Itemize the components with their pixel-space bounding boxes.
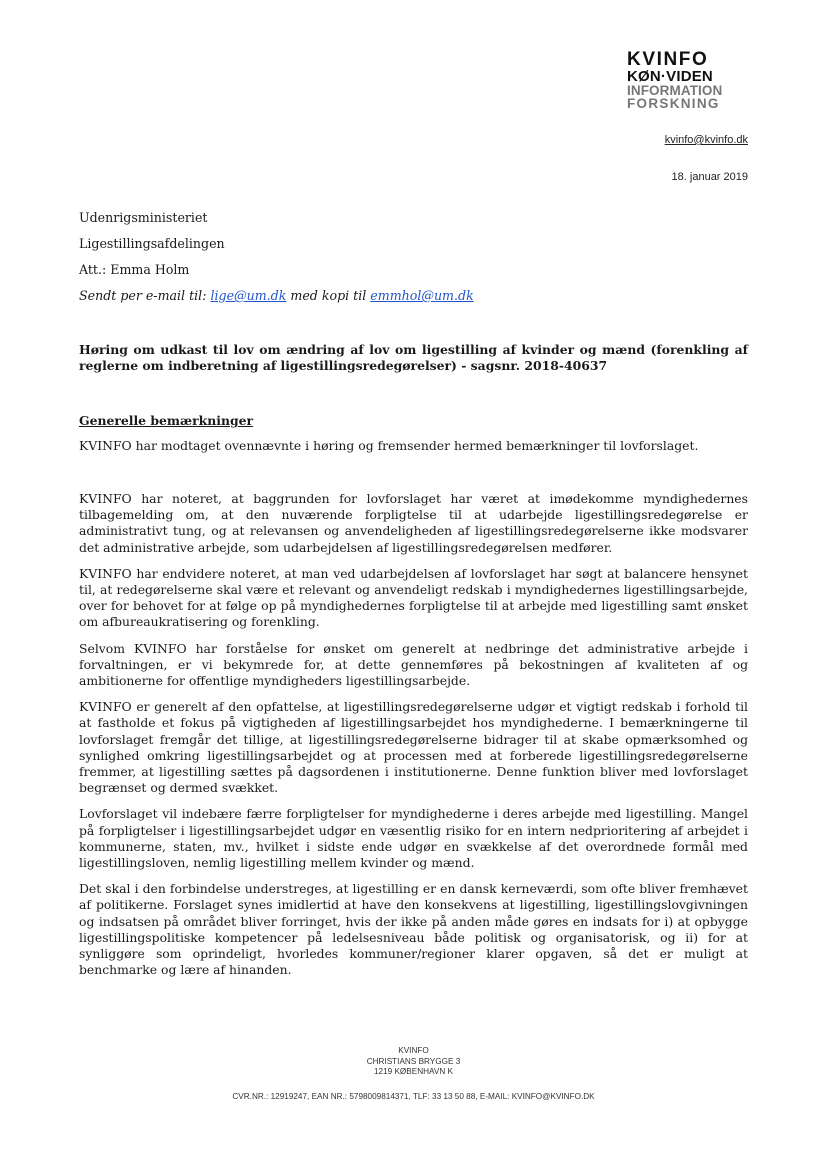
footer-registry: CVR.NR.: 12919247, EAN NR.: 5798009814371, TLF: 33 13 50 88, E-MAIL: KVINFO@KVINFO.DK	[232, 1092, 595, 1101]
logo-line-1: KVINFO	[627, 49, 709, 70]
footer-city: 1219 KØBENHAVN K	[373, 1067, 454, 1076]
sent-middle: med kopi til	[290, 288, 367, 303]
paragraph: Selvom KVINFO har forståelse for ønsket om generelt at nedbringe det administrative arbejde i forvaltningen, er vi bekymrede for, at dette gennemføres på bekostningen af kvaliteten af og ambitionerne for offentlige myndigheders ligestillingsarbejde.	[79, 640, 748, 689]
sender-email-block	[665, 134, 748, 146]
recipient-ministry: Udenrigsministeriet	[79, 210, 208, 225]
recipient-attention: Att.: Emma Holm	[79, 262, 190, 277]
logo-line-4: FORSKNING	[627, 96, 720, 111]
paragraph: Lovforslaget vil indebære færre forpligtelser for myndighederne i deres arbejde med ligestilling. Mangel på forpligtelser i ligestillingsarbejdet udgør en væsentlig risiko for en intern nedprioritering af arbejdet i kommunerne, staten, mv., hvilket i sidste ende udgør en svækkelse af det overordnede formål med ligestillingsloven, nemlig ligestilling mellem kvinder og mænd.	[79, 806, 748, 871]
section-heading: Generelle bemærkninger	[79, 413, 254, 428]
footer-name: KVINFO	[398, 1046, 429, 1055]
copy-email-link[interactable]: emmhol@um.dk	[370, 288, 474, 303]
paragraph: KVINFO har endvidere noteret, at man ved udarbejdelsen af lovforslaget har søgt at balancere hensynet til, at redegørelserne skal være et relevant og anvendeligt redskab i myndighedernes ligestillingsarbejde, over for behovet for at følge op på myndighedernes forpligtelse til at arbejde med ligestilling samt ønsket om afbureaukratisering og forenkling.	[79, 565, 748, 630]
letter-title: Høring om udkast til lov om ændring af lov om ligestilling af kvinder og mænd (forenkling af reglerne om indberetning af ligestillingsredegørelser) - sagsnr. 2018-40637	[79, 342, 748, 374]
body-paragraphs	[79, 491, 748, 978]
sent-by-email-line	[79, 283, 474, 309]
footer-address	[0, 1046, 827, 1078]
paragraph: KVINFO har noteret, at baggrunden for lovforslaget har været at imødekomme myndighedernes tilbagemelding om, at den nuværende forpligtelse til at udarbejde ligestillingsredegørelse er administrativt tung, og at relevansen og anvendeligheden af ligestillingsredegørelserne ikke modsvarer det administrative arbejde, som udarbejdelsen af ligestillingsredegørelsen medfører.	[79, 491, 748, 555]
sender-email-link[interactable]: kvinfo@kvinfo.dk	[664, 134, 748, 146]
recipient-email-link[interactable]: lige@um.dk	[210, 288, 287, 303]
intro-paragraph: KVINFO har modtaget ovennævnte i høring og fremsender hermed bemærkninger til lovforslaget.	[79, 438, 699, 453]
paragraph: Det skal i den forbindelse understreges, at ligestilling er en dansk kerneværdi, som ofte bliver fremhævet af politikerne. Forslaget synes imidlertid at have den konsekvens at ligestilling, ligestillingslovgivningen og indsatsen på området bliver forringet, hvis der ikke på anden måde gøres en indsats for i) at opbygge ligestillingspolitiske kompetencer på ledelsesniveau både politisk og organisatorisk, og ii) for at synliggøre som oprindeligt, hvorledes kommuner/regioner klarer opgaven, så det er muligt at benchmarke og lære af hinanden.	[79, 881, 748, 978]
recipient-block	[79, 205, 474, 309]
logo-line-2: KØN·VIDEN	[627, 68, 713, 85]
sent-prefix: Sendt per e-mail til:	[79, 288, 207, 303]
logo-line-3: INFORMATION	[627, 83, 723, 98]
footer-street: CHRISTIANS BRYGGE 3	[366, 1056, 461, 1066]
recipient-department: Ligestillingsafdelingen	[79, 236, 225, 251]
kvinfo-logo	[627, 50, 747, 111]
paragraph: KVINFO er generelt af den opfattelse, at ligestillingsredegørelserne udgør et vigtigt redskab i forhold til at fastholde et fokus på vigtigheden af ligestillingsarbejdet hos myndighederne. I bemærkningerne til lovforslaget fremgår det tillige, at ligestillingsredegørelserne bidrager til at skabe opmærksomhed og synlighed omkring ligestillingsarbejdet og at processen med at forberede ligestillingsredegørelserne fremmer, at ligestilling sættes på dagsordenen i institutionerne. Denne funktion bliver med lovforslaget begrænset og dermed svækket.	[79, 699, 748, 796]
letter-date: 18. januar 2019	[671, 171, 748, 183]
